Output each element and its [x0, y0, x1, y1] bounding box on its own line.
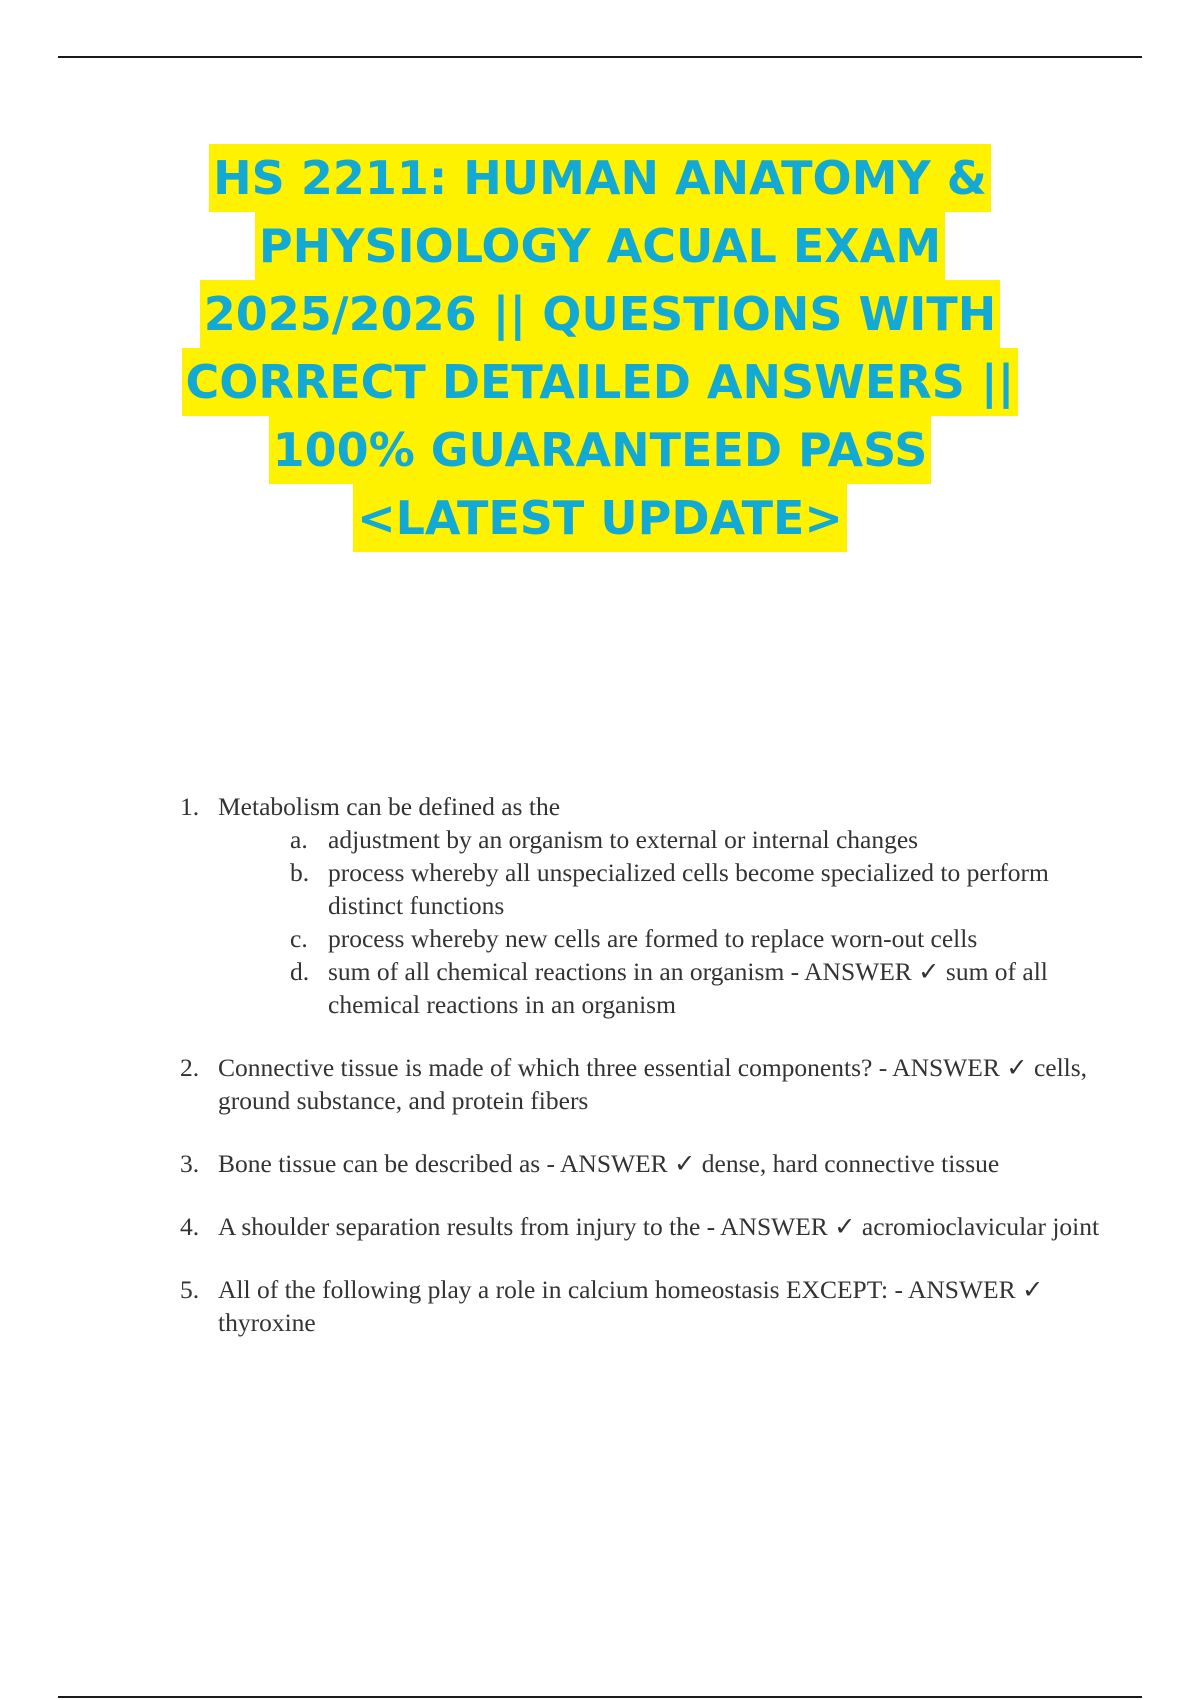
option-letter: d.	[290, 957, 310, 986]
title-line: CORRECT DETAILED ANSWERS ||	[182, 348, 1019, 416]
option-letter: c.	[290, 924, 308, 953]
title-line: 100% GUARANTEED PASS	[269, 416, 932, 484]
question-text: Metabolism can be defined as the	[218, 792, 561, 821]
question-list	[180, 790, 1100, 1369]
question-text: Connective tissue is made of which three essential components? - ANSWER ✓ cells, ground substance, and protein fibers	[218, 1053, 1088, 1115]
question-item	[180, 1147, 1100, 1180]
option-item	[290, 823, 1100, 856]
question-number: 4.	[180, 1212, 200, 1241]
top-rule	[58, 56, 1142, 58]
option-list	[218, 823, 1100, 1021]
question-item	[180, 1051, 1100, 1117]
title-line: <LATEST UPDATE>	[353, 484, 847, 552]
option-item	[290, 922, 1100, 955]
question-number: 5.	[180, 1275, 200, 1304]
question-item	[180, 1210, 1100, 1243]
option-letter: b.	[290, 858, 310, 887]
question-number: 1.	[180, 792, 200, 821]
option-item	[290, 856, 1100, 922]
option-item	[290, 955, 1100, 1021]
question-text: Bone tissue can be described as - ANSWER ✓ dense, hard connective tissue	[218, 1149, 1000, 1178]
option-text: process whereby all unspecialized cells become specialized to perform distinct functions	[328, 858, 1049, 920]
option-letter: a.	[290, 825, 308, 854]
question-text: All of the following play a role in calcium homeostasis EXCEPT: - ANSWER ✓ thyroxine	[218, 1275, 1044, 1337]
question-number: 3.	[180, 1149, 200, 1178]
title-line: PHYSIOLOGY ACUAL EXAM	[255, 212, 945, 280]
option-text: adjustment by an organism to external or internal changes	[328, 825, 919, 854]
option-text: process whereby new cells are formed to replace worn-out cells	[328, 924, 978, 953]
document-title	[100, 144, 1100, 552]
title-line: HS 2211: HUMAN ANATOMY &	[209, 144, 991, 212]
bottom-rule	[58, 1696, 1142, 1698]
option-text: sum of all chemical reactions in an organism - ANSWER ✓ sum of all chemical reactions in an organism	[328, 957, 1048, 1019]
question-item	[180, 1273, 1100, 1339]
question-text: A shoulder separation results from injury to the - ANSWER ✓ acromioclavicular joint	[218, 1212, 1100, 1241]
question-number: 2.	[180, 1053, 200, 1082]
question-item	[180, 790, 1100, 1021]
title-line: 2025/2026 || QUESTIONS WITH	[200, 280, 1000, 348]
